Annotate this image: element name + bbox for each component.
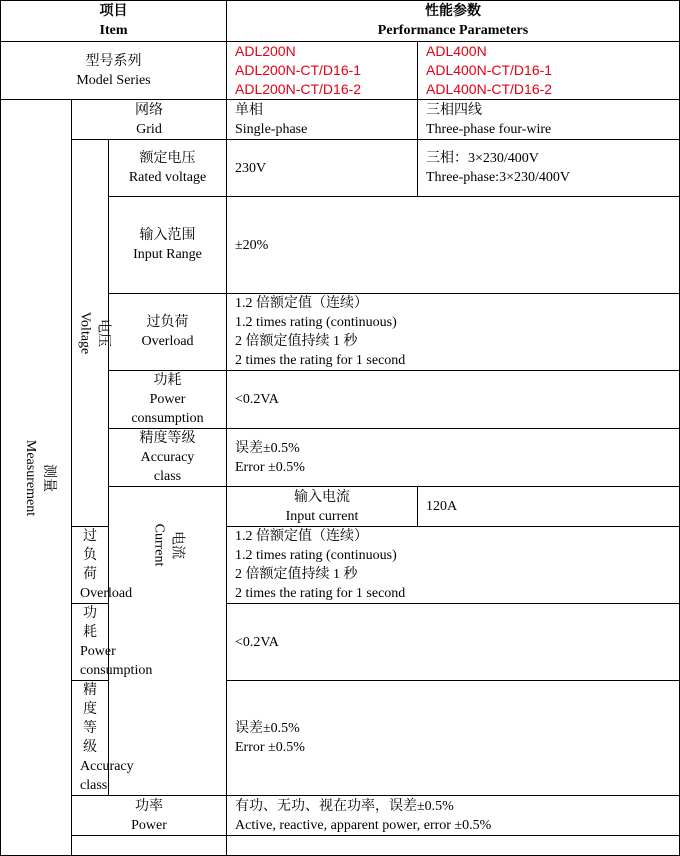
rated-voltage-col2-en: Three-phase:3×230/400V <box>426 170 570 185</box>
grid-label <box>72 100 227 140</box>
grid-col2 <box>418 100 680 140</box>
header-params-en: Performance Parameters <box>377 23 529 38</box>
model-name: ADL400N-CT/D16-2 <box>426 81 553 97</box>
current-power-label-en: consumption <box>80 663 153 678</box>
current-accuracy-value-cn: 误差±0.5% <box>235 721 300 736</box>
current-overload-value <box>227 527 680 604</box>
current-label <box>109 487 227 796</box>
measurement-label-cn: 测量 <box>41 463 57 492</box>
model-series-label-cn: 型号系列 <box>85 53 142 69</box>
current-power-value: <0.2VA <box>227 604 680 681</box>
input-current-label <box>227 487 418 527</box>
current-accuracy-row <box>1 681 680 796</box>
current-overload-label-cn: 过负荷 <box>83 529 97 582</box>
voltage-power-value: <0.2VA <box>227 371 680 429</box>
current-accuracy-label-en: class <box>80 778 108 793</box>
header-item-cn: 项目 <box>99 4 128 19</box>
power-label-cn: 功率 <box>135 798 163 814</box>
overload-line: 1.2 倍额定值（连续） <box>235 529 368 544</box>
voltage-label-en: Voltage <box>77 311 93 355</box>
current-label-cn: 电流 <box>169 530 185 559</box>
measurement-label <box>1 100 72 856</box>
next-row-label <box>72 836 227 856</box>
model-series-col1 <box>227 42 418 100</box>
current-accuracy-label-cn: 精度等级 <box>83 683 97 755</box>
voltage-label-cn: 电压 <box>95 318 111 347</box>
voltage-power-label <box>109 371 227 429</box>
input-current-label-en: Input current <box>285 508 359 524</box>
overload-line: 2 times the rating for 1 second <box>235 586 406 601</box>
input-range-label-en: Input Range <box>133 247 202 262</box>
model-name: ADL400N-CT/D16-1 <box>426 62 553 78</box>
rated-voltage-col2 <box>418 140 680 197</box>
grid-label-en: Grid <box>136 121 162 137</box>
rated-voltage-label <box>109 140 227 197</box>
model-name: ADL400N <box>426 43 487 59</box>
grid-col1 <box>227 100 418 140</box>
current-overload-label-en: Overload <box>80 586 133 601</box>
voltage-accuracy-label-en: class <box>153 469 182 484</box>
header-item-en: Item <box>99 23 128 38</box>
voltage-accuracy-label-cn: 精度等级 <box>139 431 196 446</box>
voltage-power-label-en: consumption <box>131 411 204 426</box>
measurement-label-en: Measurement <box>23 439 39 516</box>
next-row-value <box>227 836 680 856</box>
input-range-label-cn: 输入范围 <box>139 228 196 243</box>
overload-line: 2 times the rating for 1 second <box>235 353 406 368</box>
header-params-cn: 性能参数 <box>425 4 481 19</box>
voltage-overload-label-en: Overload <box>141 334 194 349</box>
overload-line: 2 倍额定值持续 1 秒 <box>235 567 358 582</box>
voltage-accuracy-value <box>227 429 680 487</box>
grid-col2-cn: 三相四线 <box>426 102 482 118</box>
model-name: ADL200N-CT/D16-2 <box>235 81 362 97</box>
power-label <box>72 796 227 836</box>
rated-voltage-label-cn: 额定电压 <box>139 151 196 166</box>
current-overload-row <box>1 527 680 604</box>
voltage-accuracy-label-en: Accuracy <box>140 450 195 465</box>
model-series-col2 <box>418 42 680 100</box>
input-range-label <box>109 197 227 294</box>
next-row <box>1 836 680 856</box>
model-series-row <box>1 42 680 100</box>
power-value <box>227 796 680 836</box>
overload-line: 2 倍额定值持续 1 秒 <box>235 334 358 349</box>
current-power-label-cn: 功耗 <box>83 606 97 640</box>
current-accuracy-value-en: Error ±0.5% <box>235 740 305 755</box>
header-params <box>227 1 680 42</box>
grid-label-cn: 网络 <box>135 102 163 118</box>
current-accuracy-value <box>227 681 680 796</box>
voltage-overload-label <box>109 294 227 371</box>
overload-line: 1.2 times rating (continuous) <box>235 315 397 330</box>
grid-col2-en: Three-phase four-wire <box>426 121 552 137</box>
rated-voltage-label-en: Rated voltage <box>128 170 207 185</box>
voltage-accuracy-value-en: Error ±0.5% <box>235 459 305 475</box>
voltage-power-label-cn: 功耗 <box>153 373 182 388</box>
voltage-accuracy-label <box>109 429 227 487</box>
voltage-overload-label-cn: 过负荷 <box>146 315 189 330</box>
model-series-label-en: Model Series <box>76 72 151 88</box>
rated-voltage-row <box>1 140 680 197</box>
voltage-overload-value <box>227 294 680 371</box>
power-value-cn: 有功、无功、视在功率，误差±0.5% <box>235 798 454 814</box>
model-name: ADL200N <box>235 43 296 59</box>
input-current-label-cn: 输入电流 <box>294 489 350 505</box>
current-label-en: Current <box>151 523 167 567</box>
grid-col1-en: Single-phase <box>235 121 308 137</box>
input-current-value: 120A <box>418 487 680 527</box>
current-overload-label <box>72 527 133 604</box>
current-accuracy-label-en: Accuracy <box>80 759 134 774</box>
model-series-label <box>1 42 227 100</box>
grid-row <box>1 100 680 140</box>
header-item <box>1 1 227 42</box>
current-power-label-en: Power <box>80 644 116 659</box>
model-name: ADL200N-CT/D16-1 <box>235 62 362 78</box>
rated-voltage-col1: 230V <box>227 140 418 197</box>
power-row <box>1 796 680 836</box>
voltage-label <box>72 140 109 527</box>
current-power-label <box>72 604 153 681</box>
overload-line: 1.2 times rating (continuous) <box>235 548 397 563</box>
input-range-value: ±20% <box>227 197 680 294</box>
current-accuracy-label <box>72 681 134 796</box>
overload-line: 1.2 倍额定值（连续） <box>235 296 368 311</box>
power-value-en: Active, reactive, apparent power, error ±0.5% <box>235 817 492 833</box>
header-row <box>1 1 680 42</box>
voltage-accuracy-value-cn: 误差±0.5% <box>235 440 300 456</box>
rated-voltage-col2-cn: 三相：3×230/400V <box>426 151 539 166</box>
current-power-row <box>1 604 680 681</box>
voltage-power-label-en: Power <box>149 392 186 407</box>
power-label-en: Power <box>131 817 167 833</box>
grid-col1-cn: 单相 <box>235 102 263 118</box>
